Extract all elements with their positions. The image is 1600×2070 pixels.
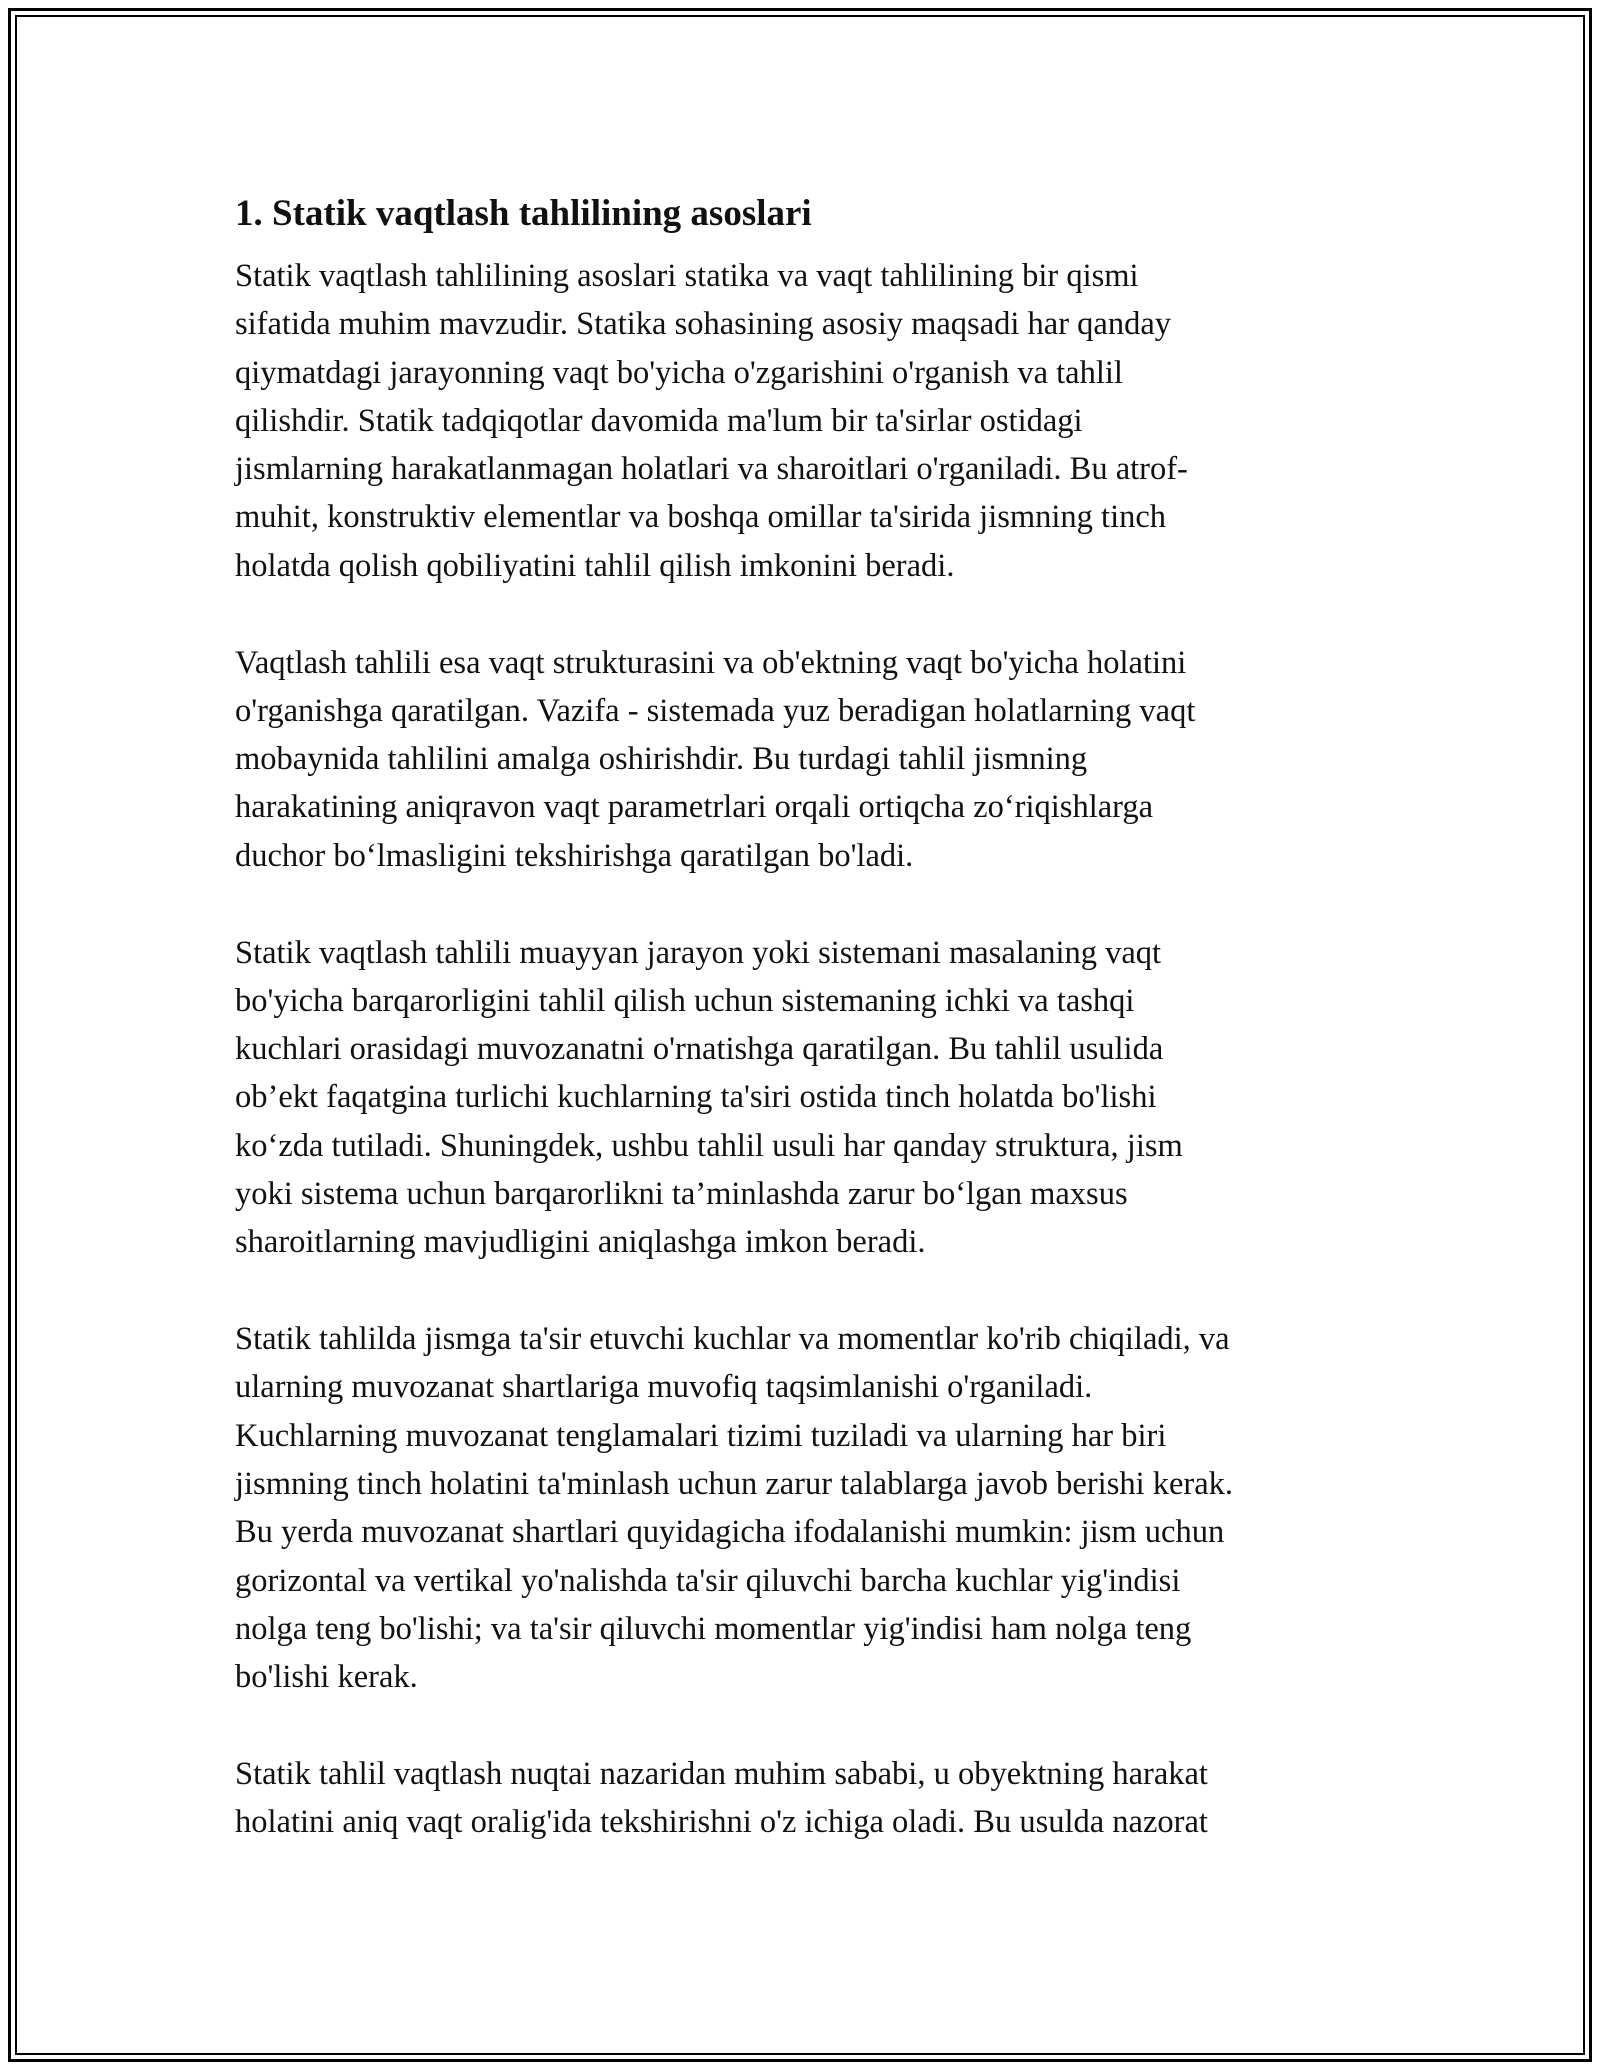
paragraph-2: Vaqtlash tahlili esa vaqt strukturasini va ob'ektning vaqt bo'yicha holatini o'rganishga qaratilgan. Vazifa - sistemada yuz beradigan holatlarning vaqt mobaynida tahlilini amalga oshirishdir. Bu turdagi tahlil jismning harakatining aniqravon vaqt parametrlari orqali ortiqcha zo‘riqishlarga duchor bo‘lmasligini tekshirishga qaratilgan bo'ladi. (235, 644, 1196, 874)
paragraph-5: Statik tahlil vaqtlash nuqtai nazaridan muhim sababi, u obyektning harakat holatini aniq vaqt oralig'ida tekshirishni o'z ichiga oladi. Bu usulda nazorat (235, 1756, 1208, 1841)
paragraph-4: Statik tahlilda jismga ta'sir etuvchi kuchlar va momentlar ko'rib chiqiladi, va ularning muvozanat shartlariga muvofiq taqsimlanishi o'rganiladi. Kuchlarning muvozanat tenglamalari tizimi tuziladi va ularning har biri jismning tinch holatini ta'minlash uchun zarur talablarga javob berishi kerak. Bu yerda muvozanat shartlari quyidagicha ifodalanishi mumkin: jism uchun gorizontal va vertikal yo'nalishda ta'sir qiluvchi barcha kuchlar yig'indisi nolga teng bo'lishi; va ta'sir qiluvchi momentlar yig'indisi ham nolga teng bo'lishi kerak. (235, 1321, 1234, 1696)
section-heading: 1. Statik vaqtlash tahlilining asoslari (235, 193, 812, 234)
document-body (235, 186, 1365, 1895)
paragraph-1: Statik vaqtlash tahlilining asoslari statika va vaqt tahlilining bir qismi sifatida muhim mavzudir. Statika sohasining asosiy maqsadi har qanday qiymatdagi jarayonning vaqt bo'yicha o'zgarishini o'rganish va tahlil qilishdir. Statik tadqiqotlar davomida ma'lum bir ta'sirlar ostidagi jismlarning harakatlanmagan holatlari va sharoitlari o'rganiladi. Bu atrof- muhit, konstruktiv elementlar va boshqa omillar ta'sirida jismning tinch holatda qolish qobiliyatini tahlil qilish imkonini beradi. (235, 258, 1188, 584)
paragraph-3: Statik vaqtlash tahlili muayyan jarayon yoki sistemani masalaning vaqt bo'yicha barqarorligini tahlil qilish uchun sistemaning ichki va tashqi kuchlari orasidagi muvozanatni o'rnatishga qaratilgan. Bu tahlil usulida ob’ekt faqatgina turlichi kuchlarning ta'siri ostida tinch holatda bo'lishi ko‘zda tutiladi. Shuningdek, ushbu tahlil usuli har qanday struktura, jism yoki sistema uchun barqarorlikni ta’minlashda zarur bo‘lgan maxsus sharoitlarning mavjudligini aniqlashga imkon beradi. (235, 934, 1183, 1261)
